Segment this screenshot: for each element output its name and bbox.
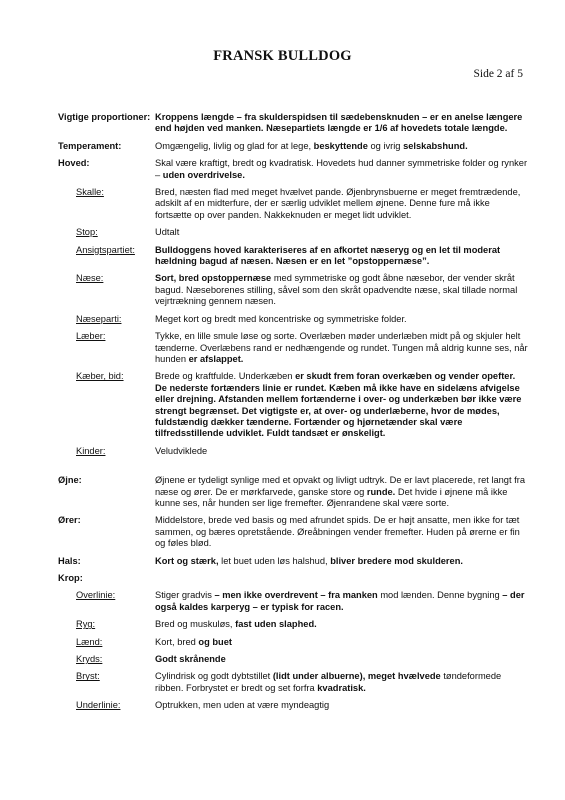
row-text [155,619,528,630]
bold-text: Kort og stærk, [155,555,219,566]
row-text [155,573,528,584]
row-text [155,590,528,613]
text: Cylindrisk og godt dybtstillet [155,671,273,682]
bold-text: Bulldoggens hoved karakteriseres af en afkortet næseryg og en let til moderat hældning bagud af næsen. Næsen er en let ”opstoppernæse”. [155,244,501,267]
row-text [155,112,528,135]
row-label: Kinder: [76,445,106,456]
text: og ivrig [367,140,404,151]
row-label: Stop: [76,227,98,238]
row-text [155,637,528,648]
bold-text: – men ikke overdrevent – fra manken [214,590,378,601]
subsection-row [58,273,528,307]
row-text [155,446,528,457]
row-text [155,273,528,307]
bold-text: – der også kaldes karperyg – er typisk for racen. [155,590,525,612]
text: Tykke, en lille smule løse og sorte. Overlæben møder underlæben midt på og skjuler helt tænderne. Overlæbens rand er nedhængende og rundet. Tungen må aldrig kunne ses, når hunden [155,331,528,364]
bold-text: runde. [366,486,396,497]
page-number: Side 2 af 5 [473,68,523,80]
subsection-row [58,314,528,325]
text: Brede og kraftfulde. Underkæben [155,371,296,382]
bold-text: kvadratisk. [317,682,366,693]
bold-text: Godt skrånende [155,654,226,665]
row-text [155,371,528,439]
row-label: Vigtige proportioner: [58,112,151,122]
row-label: Lænd: [76,636,103,647]
standard-body [58,112,528,718]
text: Udtalt [155,227,180,238]
bold-text: selskabshund. [403,140,468,151]
row-text [155,158,528,181]
section-row [58,573,528,584]
section-row [58,158,528,181]
bold-text: beskyttende [313,140,368,151]
row-text [155,331,528,365]
bold-text: Kroppens længde – fra skulderspidsen til sædebensknuden – er en anelse længere end højden ved manken. Næsepartiets længde er 1/6 af hovedets totale længde. [155,112,523,134]
row-label: Næse: [76,273,104,284]
bold-text: er afslappet. [188,353,244,364]
text: Skal være kraftigt, bredt og kvadratisk. Hovedets hud danner symmetriske folder og rynker – [155,158,528,180]
row-label: Underlinie: [76,700,121,711]
text: Middelstore, brede ved basis og med afrundet spids. De er højt ansatte, men ikke for tæt sammen, og bæres opretstående. Øreåbningen vender fremefter. Huden på ørerne er fin og føles blød. [155,515,520,549]
subsection-row [58,371,528,439]
subsection-row [58,671,528,694]
text: Stiger gradvis [155,590,215,601]
text: Veludviklede [155,445,208,456]
row-label: Ører: [58,515,81,526]
row-label: Hoved: [58,158,90,169]
text: Kort, bred [155,636,199,647]
section-row [58,556,528,567]
text: Bred og muskuløs, [155,619,236,630]
text: mod lænden. Denne bygning [377,590,503,601]
row-label: Skalle: [76,187,104,198]
bold-text: uden overdrivelse. [162,169,245,180]
document-title: FRANSK BULLDOG [213,48,352,64]
row-text [155,141,528,152]
row-label: Krop: [58,573,83,583]
text: let buet uden løs halshud, [218,555,331,566]
row-label: Hals: [58,555,81,566]
section-row [58,112,528,135]
bold-text: fast uden slaphed. [235,619,317,630]
row-text [155,227,528,238]
bold-text: bliver bredere mod skulderen. [330,555,463,566]
row-text [155,245,528,268]
text: Optrukken, men uden at være myndeagtig [155,700,330,711]
subsection-row [58,590,528,613]
subsection-row [58,700,528,711]
row-text [155,314,528,325]
bold-text: Sort, bred opstoppernæse [155,273,272,284]
section-row [58,141,528,152]
bold-text: (lidt under albuerne), meget hvælvede [272,671,441,682]
bold-text: og buet [198,636,232,647]
row-label: Kryds: [76,654,103,665]
text: med symmetriske og godt åbne næsebor, der vender skråt bagud. Næseborenes stilling, såvel som den skråt opadvendte næse, skal tillade normal vejrtrækning gennem næsen. [155,273,518,307]
row-text [155,515,528,549]
section-row [58,475,528,509]
text: tøndeformede ribben. Forbrystet er bredt og set forfra [155,671,502,693]
text: Bred, næsten flad med meget hvælvet pande. Øjenbrynsbuerne er meget fremtrædende, adskilt af en midterfure, der er særlig udviklet mellem øjnene. Denne fure må ikke fortsætte op over panden. Nakkeknuden er meget lidt udviklet. [155,187,521,220]
row-text [155,556,528,567]
subsection-row [58,654,528,665]
subsection-row [58,227,528,238]
subsection-row [58,637,528,648]
row-text [155,700,528,711]
text: Det hvide i øjnene må ikke kunne ses, når hunden ser lige fremefter. Øjenrandene skal være sorte. [155,486,508,508]
row-label: Læber: [76,331,106,342]
section-row [58,515,528,549]
subsection-row [58,331,528,365]
row-label: Temperament: [58,140,122,151]
row-label: Bryst: [76,671,100,682]
bold-text: er skudt frem foran overkæben og vender opefter. De nederste fortænders linie er rundet. Kæben må ikke have en sidelæns afvigelse eller drejning. Afstanden mellem fortænderne i over- og underkæben bør ikke være strengt begrænset. Det vigtigste er, at over- og underlæberne, hvor de mødes, fuldstændig dækker tænderne. Fortænder og hjørnetænder skal være tilfredsstillende udviklet. Fuldt tandsæt er ønskeligt. [155,371,522,439]
text: Omgængelig, livlig og glad for at lege, [155,140,314,151]
row-label: Øjne: [58,475,82,486]
text: Meget kort og bredt med koncentriske og symmetriske folder. [155,313,407,324]
subsection-row [58,187,528,221]
row-label: Næseparti: [76,313,122,324]
text: Øjnene er tydeligt synlige med et opvakt og livligt udtryk. De er lavt placerede, ret langt fra næse og ører. De er mørkfarvede, ganske store og [155,475,525,497]
row-text [155,187,528,221]
subsection-row [58,619,528,630]
subsection-row [58,446,528,457]
row-label: Kæber, bid: [76,371,124,382]
row-text [155,654,528,665]
row-text [155,671,528,694]
subsection-row [58,245,528,268]
row-text [155,475,528,509]
row-label: Overlinie: [76,590,116,601]
row-label: Ansigtspartiet: [76,244,135,255]
row-label: Ryg: [76,619,96,630]
